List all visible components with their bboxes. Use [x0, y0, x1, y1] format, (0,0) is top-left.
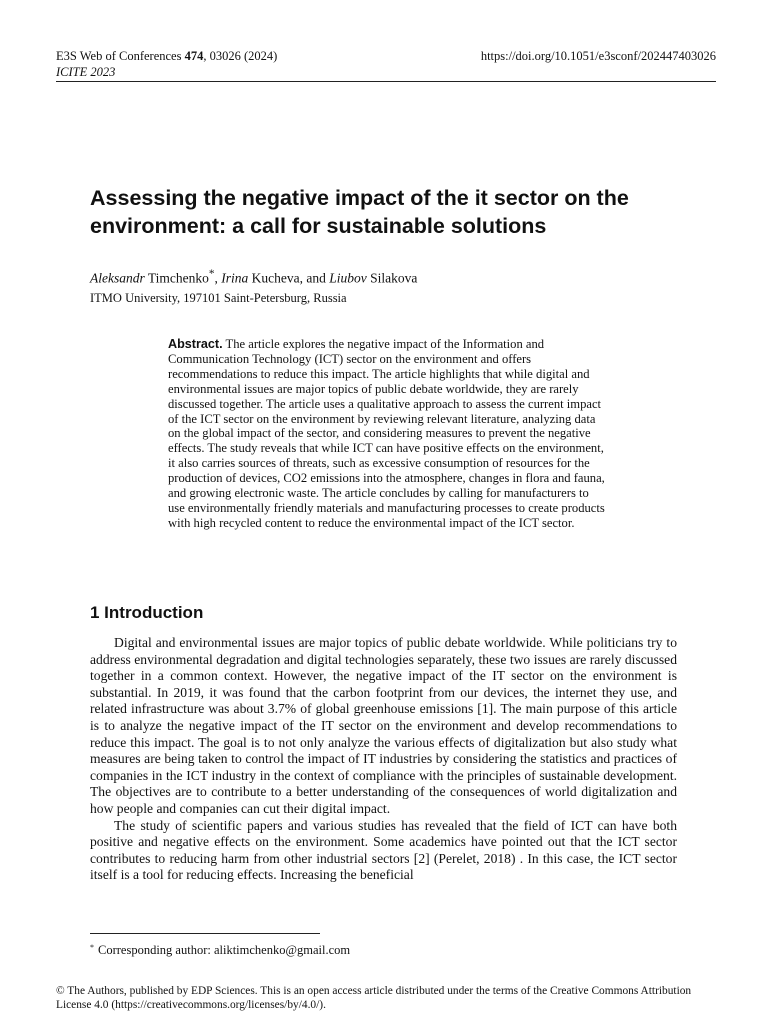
abstract-label: Abstract.: [168, 337, 223, 351]
corresponding-author-mark: *: [208, 268, 215, 280]
article-ref: , 03026 (2024): [203, 49, 278, 63]
body-paragraph: Digital and environmental issues are major topics of public debate worldwide. While politicians try to address environmental degradation and digital technologies separately, these two issues are rarely discussed together in a common context. However, the negative impact of the IT sector on the environment is substantial. In 2019, it was found that the carbon footprint from our devices, the internet they use, and related infrastructure was about 3.7% of global greenhouse emissions [1]. The main purpose of this article is to analyze the negative impact of the IT sector on the environment and develop recommendations to reduce this impact. The goal is to not only analyze the various effects of digitalization but also study what measures are being taken to control the impact of IT industries by considering the statistics and practices of companies in the ICT industry in the context of compliance with the principles of sustainable development. The objectives are to contribute to a better understanding of the consequences of world digitalization and how people and companies can cut their digital impact.: [90, 635, 677, 816]
doi-link[interactable]: https://doi.org/10.1051/e3sconf/202447403026: [480, 49, 716, 63]
author-list: [90, 265, 417, 288]
section-body: [90, 635, 677, 884]
author-family-name: Timchenko: [144, 270, 209, 286]
author-given-name: Aleksandr: [90, 270, 145, 286]
journal-prefix: E3S Web of Conferences: [56, 49, 185, 63]
author-given-name: Liubov: [329, 270, 367, 286]
volume-number: 474: [184, 49, 204, 63]
author-separator: ,: [214, 270, 222, 286]
abstract-text: The article explores the negative impact of the Information and Communication Technology (ICT) sector on the environment and offers recommendations to reduce this impact. The article highlights that while digital and environmental issues are major topics of public debate worldwide, they are rarely discussed together. The article uses a qualitative approach to assess the current impact of the ICT sector on the environment by reviewing relevant literature, analyzing data on the global impact of the sector, and considering measures to prevent the negative effects. The study reveals that while ICT can have positive effects on the environment, it also carries sources of threats, such as excessive consumption of resources for the production of devices, CO2 emissions into the atmosphere, changes in flora and fauna, and growing electronic waste. The article concludes by calling for manufacturers to use environmentally friendly materials and manufacturing processes to create products with high recycled content to reduce the environmental impact of the ICT sector.: [168, 337, 605, 530]
conference-name: ICITE 2023: [56, 65, 116, 79]
author-given-name: Irina: [221, 270, 249, 286]
footnote-mark: *: [90, 943, 94, 952]
footnote-text: Corresponding author: aliktimchenko@gmail.com: [98, 943, 351, 957]
running-header-left: [56, 48, 277, 80]
author-separator: , and: [299, 270, 330, 286]
journal-citation: [56, 48, 277, 64]
footnote: [90, 942, 350, 958]
footnote-divider: [90, 933, 320, 934]
author-family-name: Silakova: [366, 270, 418, 286]
header-divider: [56, 81, 716, 82]
body-paragraph: The study of scientific papers and various studies has revealed that the field of ICT can have both positive and negative effects on the environment. Some academics have pointed out that the ICT sector contributes to reducing harm from other industrial sectors [2] (Perelet, 2018) . In this case, the ICT sector itself is a tool for reducing effects. Increasing the beneficial: [90, 817, 677, 883]
abstract: [168, 337, 606, 531]
affiliation: ITMO University, 197101 Saint-Petersburg, Russia: [90, 291, 347, 305]
license-notice: © The Authors, published by EDP Sciences. This is an open access article distributed under the terms of the Creative Commons Attribution License 4.0 (https://creativecommons.org/licenses/by/4.0/).: [56, 985, 692, 1011]
paper-title: Assessing the negative impact of the it sector on the environment: a call for sustainable solutions: [90, 186, 629, 238]
author-family-name: Kucheva: [248, 270, 300, 286]
section-heading: 1 Introduction: [90, 603, 204, 622]
